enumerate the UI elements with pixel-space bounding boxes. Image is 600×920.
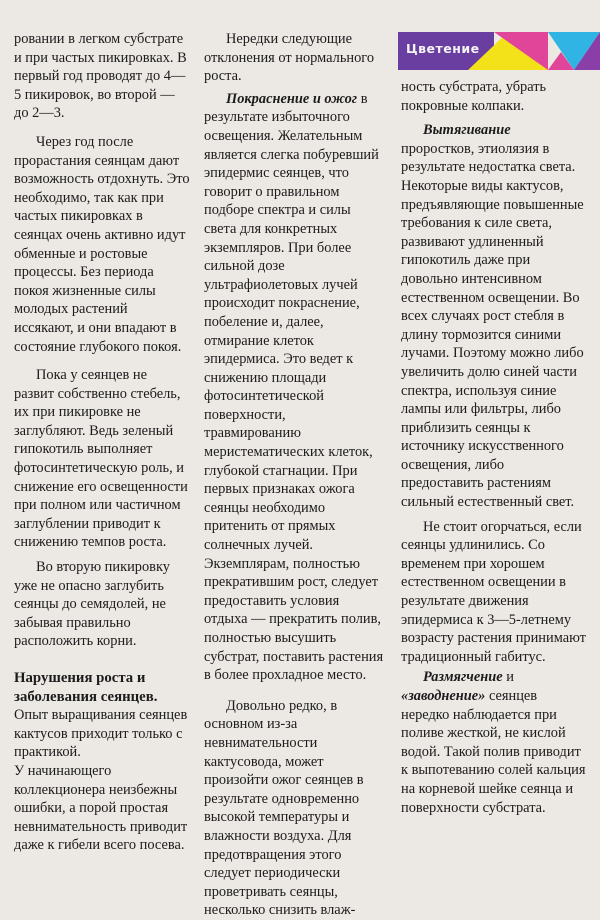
section-banner <box>398 28 600 74</box>
term-softening: Размягчение <box>423 669 503 686</box>
column-2 <box>204 30 386 920</box>
section-heading: Нарушения роста и заболевания сеянцев. <box>14 670 158 705</box>
conjunction: и <box>506 669 514 686</box>
col3-para-3: Не стоит огорчаться, если сеянцы удлинились. Со временем при хорошем естественном освещении в результате движения эпидермиса к 3—5-летнему возрасту растения принимают традиционный габитус. <box>401 518 586 665</box>
col3-para-2 <box>401 121 587 511</box>
col2-para-3: Довольно редко, в основном из-за невнимательности кактусовода, может произойти ожог сеянцев в результате одновременно высокой температуры и влажности воздуха. Для предотвращения этого следует периодически проветривать сеянцы, несколько снизить влаж- <box>204 697 364 919</box>
column-3 <box>401 78 587 817</box>
col3-para-1: ность субстрата, убрать покровные колпаки. <box>401 79 547 114</box>
col1-para-6: У начинающего коллекционера неизбежны ошибки, а порой простая невнимательность приводит даже к гибели всего посева. <box>14 762 188 854</box>
col1-para-5: Опыт выращивания сеянцев кактусов приходит только с практикой. <box>14 707 188 761</box>
col1-para-2: Через год после прорастания сеянцам дают возможность отдохнуть. Это необходимо, так как при частых пикировках в сеянцах очень активно идут обменные и ростовые процессы. Без периода покоя жизненные силы молодых растений иссякают, и они впадают в состояние глубокого покоя. <box>14 133 190 355</box>
column-1 <box>14 30 190 855</box>
term-waterlogging: «заводнение» <box>401 688 486 704</box>
col2-para-1: Нередки следующие отклонения от нормального роста. <box>204 31 375 85</box>
col1-para-3: Пока у сеянцев не развит собственно стебель, их при пикировке не заглубляют. Ведь зеленый гипокотиль выполняет фотосинтетическую роль, и снижение его освещенности при полном или частичном заглублении приводит к снижению темпов роста. <box>14 367 188 551</box>
section-label: Цветение <box>406 41 480 56</box>
col2-para-2 <box>204 90 386 685</box>
col3-para-4-text: сеянцев нередко наблюдается при поливе жесткой, не кислой водой. Такой полив приводит к выпотеванию солей кальция на корневой шейке сеянца и поверхности субстрата. <box>401 688 586 816</box>
col2-para-2-text: в результате избыточного освещения. Желательным является слегка побуревший эпидермис сеянцев, что говорит о правильном подборе спектра и силы света для конкретных экземпляров. При более сильной дозе ультрафиолетовых лучей происходит покраснение, побеление и, далее, отмирание клеток эпидермиса. Это ведет к снижению площади фотосинтетической поверхности, травмированию меристематических клеток, глубокой стагнации. При первых признаках ожога сеянцы необходимо притенить от прямых солнечных лучей. Экземплярам, полностью прекратившим рост, следует предоставить условия отдыха — прекратить полив, полностью высушить субстрат, поставить растения в более прохладное место. <box>204 90 384 684</box>
term-stretching: Вытягивание <box>423 122 511 139</box>
col3-para-2-text: проростков, этиолязия в результате недостатка света. Некоторые виды кактусов, предъявляющие повышенные требования к силе света, развивают удлиненный гипокотиль даже при довольно интенсивном естественном освещении. Во всех случаях рост стебля в длину тормозится синими лучами. Поэтому можно либо увеличить долю синей части спектра, используя синие лампы или фильтры, либо приблизить сеянцы к источнику искусственного освещения, либо предоставить растениям сильный естественный свет. <box>401 140 584 511</box>
term-burn: Покраснение и ожог <box>226 90 358 107</box>
col3-para-4 <box>401 668 587 817</box>
col1-para-4: Во вторую пикировку уже не опасно заглубить сеянцы до семядолей, не забывая правильно расположить корни. <box>14 559 170 650</box>
col1-para-1: ровании в легком субстрате и при частых пикировках. В первый год проводят до 4—5 пикировок, во второй — до 2—3. <box>14 31 187 122</box>
